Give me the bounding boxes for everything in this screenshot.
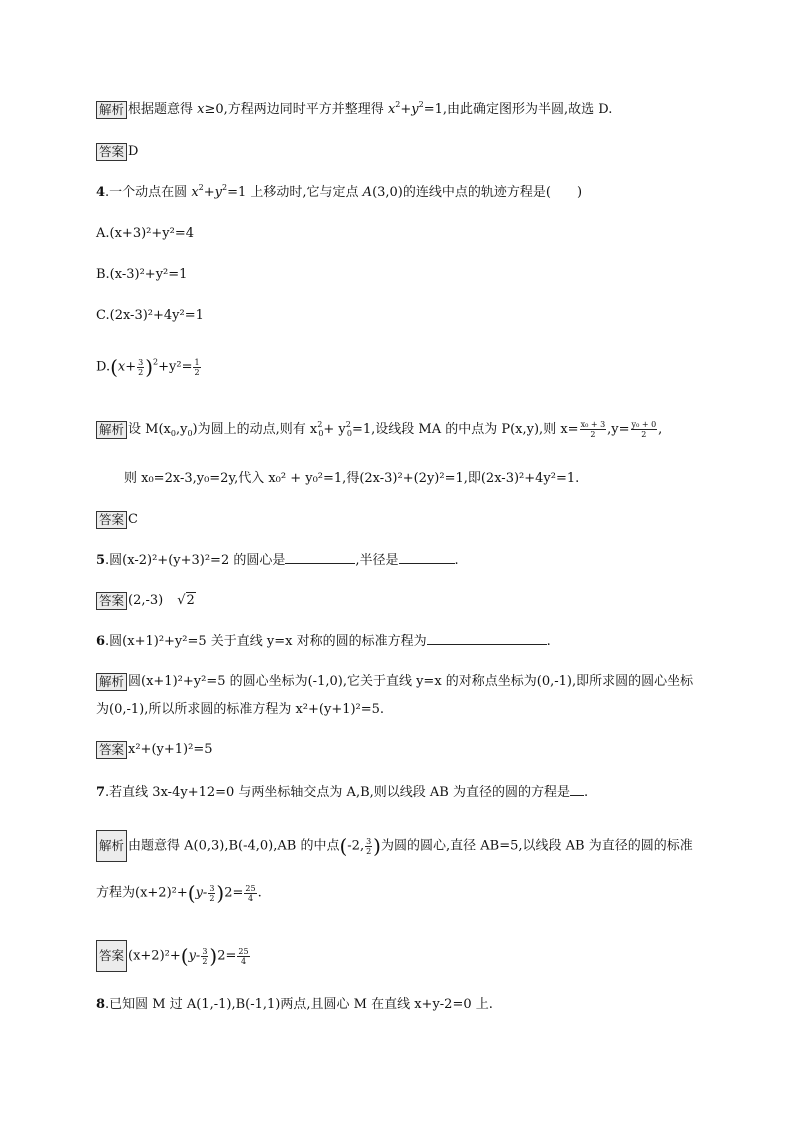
answer-tag: 答案 [96, 592, 127, 610]
q6-stem: 6.圆(x+1)²+y²=5 关于直线 y=x 对称的圆的标准方程为 . [96, 634, 551, 649]
q5-stem: 5.圆(x-2)²+(y+3)²=2 的圆心是 ,半径是 . [96, 553, 459, 568]
q7-analysis-line1: 解析 由题意得 A(0,3),B(-4,0),AB 的中点(-2, $\frac{3}{2}$ )为圆的圆心,直径 AB=5,以线段 AB 为直径的圆的标准 [96, 830, 693, 862]
fraction: $\frac{3}{2}$ [366, 836, 372, 856]
q7-stem: 7.若直线 3x-4y+12=0 与两坐标轴交点为 A,B,则以线段 AB 为直径的圆的方程是 . [96, 785, 589, 800]
question-number: 7 [96, 785, 106, 800]
q4-answer-text: C [128, 512, 138, 527]
answer-tag: 答案 [96, 143, 127, 161]
analysis-tag: 解析 [96, 421, 127, 439]
q4-option-d: D.(x+ $\frac{3}{2}$ )$^2$+y²= $\frac{1}{2}$ [96, 355, 200, 379]
analysis-tag: 解析 [96, 673, 127, 691]
fraction: $\frac{\text{y₀ + 0}}{2}$ [631, 420, 657, 439]
q4-answer [96, 510, 138, 530]
q3-analysis-text: 根据题意得 x≥0,方程两边同时平方并整理得 $x^2+y^2=1$,由此确定图形为半圆,故选 D. [128, 100, 613, 117]
fraction: $\frac{3}{2}$ [138, 357, 144, 377]
q3-analysis [96, 100, 612, 120]
q7-answer: 答案 (x+2)²+(y- $\frac{3}{2}$ )2= $\frac{25}{4}$ [96, 940, 251, 972]
fraction: $\frac{\text{x₀ + 3}}{2}$ [580, 420, 606, 439]
analysis-tag: 解析 [96, 830, 127, 862]
answer-tag: 答案 [96, 940, 127, 972]
q8-stem: 8.已知圆 M 过 A(1,-1),B(-1,1)两点,且圆心 M 在直线 x+y-2=0 上. [96, 997, 493, 1012]
q6-answer: 答案 x²+(y+1)²=5 [96, 740, 212, 760]
q4-stem: 4.一个动点在圆 $x^2+y^2=1$ 上移动时,它与定点 A(3,0)的连线中点的轨迹方程是( ) [96, 183, 583, 200]
fill-blank[interactable] [399, 551, 455, 564]
answer-tag: 答案 [96, 511, 127, 529]
q4-analysis-line2: 则 x₀=2x-3,y₀=2y,代入 x₀² + y₀²=1,得(2x-3)²+(2y)²=1,即(2x-3)²+4y²=1. [124, 471, 580, 486]
fraction: $\frac{25}{4}$ [245, 883, 256, 903]
q4-option-c: C.(2x-3)²+4y²=1 [96, 308, 204, 323]
q6-analysis-line2: 为(0,-1),所以所求圆的标准方程为 x²+(y+1)²=5. [96, 702, 385, 717]
question-number: 4 [96, 185, 106, 200]
analysis-tag: 解析 [96, 101, 127, 119]
q4-option-b: B.(x-3)²+y²=1 [96, 267, 188, 282]
q3-answer-text: D [128, 144, 139, 159]
fill-blank[interactable] [427, 632, 547, 645]
q6-analysis-line1: 解析 圆(x+1)²+y²=5 的圆心坐标为(-1,0),它关于直线 y=x 的对称点坐标为(0,-1),即所求圆的圆心坐标 [96, 672, 693, 692]
q3-answer [96, 142, 138, 162]
fraction: $\frac{25}{4}$ [238, 946, 249, 966]
q4-analysis-line1: 解析 设 $M(x_0,y_0)$为圆上的动点,则有 $x^2_0+ y^2_0=1$,设线段 MA 的中点为 P(x,y),则 x= $\frac{\text{x₀ + 3}}{2}$ ,y= $\frac{\text{y₀ + 0}}{2}$ , [96, 420, 662, 440]
sqrt: √2 [177, 593, 195, 608]
fraction: $\frac{1}{2}$ [194, 357, 200, 377]
question-number: 8 [96, 997, 106, 1012]
q7-analysis-line2: 方程为(x+2)²+(y- $\frac{3}{2}$ )2= $\frac{25}{4}$ . [96, 881, 262, 905]
q5-answer: 答案 (2,-3) √2 [96, 591, 196, 611]
fraction: $\frac{3}{2}$ [202, 946, 208, 966]
q4-option-a: A.(x+3)²+y²=4 [96, 226, 194, 241]
fill-blank[interactable] [570, 783, 584, 796]
answer-tag: 答案 [96, 741, 127, 759]
question-number: 6 [96, 634, 106, 649]
fill-blank[interactable] [285, 551, 355, 564]
fraction: $\frac{3}{2}$ [209, 883, 215, 903]
question-number: 5 [96, 553, 106, 568]
